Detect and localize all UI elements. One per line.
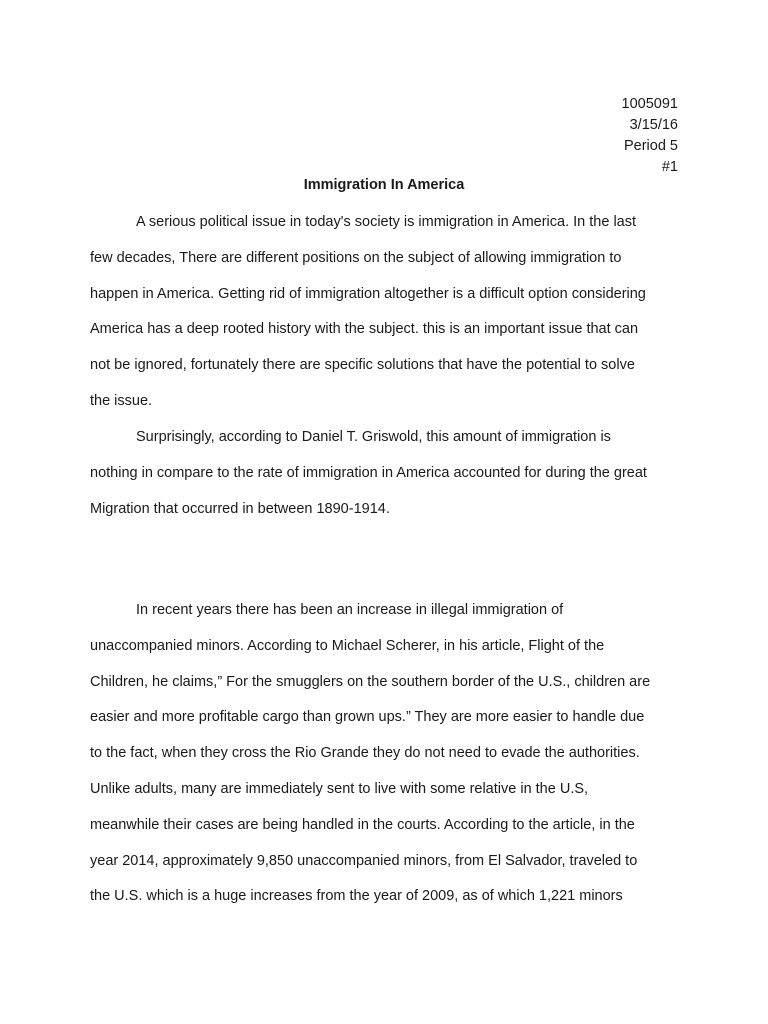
paragraph-line: to the fact, when they cross the Rio Grande they do not need to evade the authorities. bbox=[90, 745, 640, 762]
paragraph-line: happen in America. Getting rid of immigration altogether is a difficult option considering bbox=[90, 285, 646, 302]
paragraph-line: not be ignored, fortunately there are specific solutions that have the potential to solve bbox=[90, 357, 635, 374]
paragraph-line: Surprisingly, according to Daniel T. Griswold, this amount of immigration is bbox=[136, 429, 611, 445]
paragraph-line: A serious political issue in today's society is immigration in America. In the last bbox=[136, 214, 637, 230]
paragraph-line: few decades, There are different positions on the subject of allowing immigration to bbox=[90, 249, 622, 266]
paragraph-1 bbox=[90, 205, 680, 420]
paragraph-line: In recent years there has been an increase in illegal immigration of bbox=[136, 602, 564, 618]
paragraph-3 bbox=[90, 593, 680, 915]
paragraph-line: nothing in compare to the rate of immigration in America accounted for during the great bbox=[90, 464, 647, 481]
paragraph-line: Unlike adults, many are immediately sent to live with some relative in the U.S, bbox=[90, 780, 589, 797]
period: Period 5 bbox=[623, 138, 678, 154]
paragraph-line: meanwhile their cases are being handled in the courts. According to the article, in the bbox=[90, 816, 635, 833]
paragraph-line: easier and more profitable cargo than grown ups.” They are more easier to handle due bbox=[90, 709, 645, 726]
paragraph-line: Migration that occurred in between 1890-1914. bbox=[90, 500, 390, 517]
paragraph-line: America has a deep rooted history with the subject. this is an important issue that can bbox=[90, 321, 639, 338]
assignment-number: #1 bbox=[661, 159, 678, 175]
header-block bbox=[622, 94, 678, 178]
paragraph-line: year 2014, approximately 9,850 unaccompanied minors, from El Salvador, traveled to bbox=[90, 852, 638, 869]
paragraph-line: Children, he claims,” For the smugglers on the southern border of the U.S., children are bbox=[90, 673, 651, 690]
paragraph-line: the U.S. which is a huge increases from the year of 2009, as of which 1,221 minors bbox=[90, 888, 623, 905]
date: 3/15/16 bbox=[629, 117, 678, 133]
document-title: Immigration In America bbox=[303, 177, 465, 193]
student-id: 1005091 bbox=[621, 96, 678, 112]
paragraph-line: unaccompanied minors. According to Michael Scherer, in his article, Flight of the bbox=[90, 637, 605, 654]
paragraph-2 bbox=[90, 420, 680, 527]
paragraph-line: the issue. bbox=[90, 392, 153, 409]
